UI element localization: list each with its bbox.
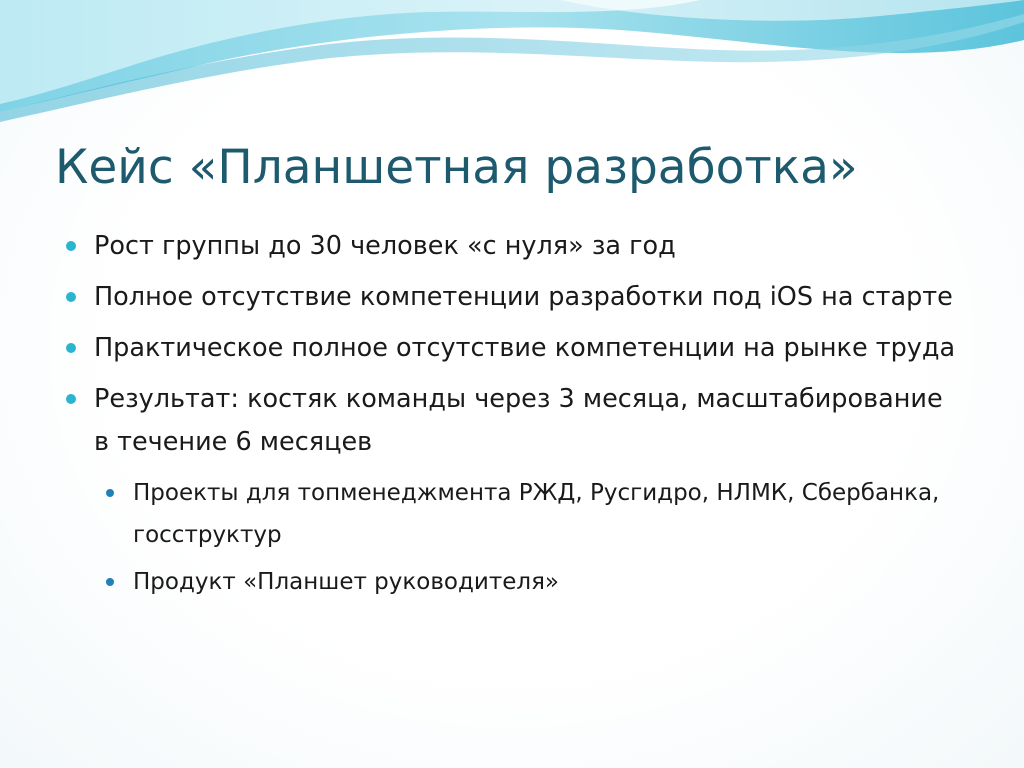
sub-bullet-dot-icon: [106, 578, 114, 586]
header-wave-decoration: [0, 0, 1024, 140]
slide-title: Кейс «Планшетная разработка»: [55, 140, 858, 195]
bullet-item: [64, 276, 964, 319]
sub-bullet-item: [104, 472, 964, 556]
sub-bullet-text: Продукт «Планшет руководителя»: [133, 569, 559, 595]
sub-bullet-text: Проекты для топменеджмента РЖД, Русгидро, НЛМК, Сбербанка, госструктур: [133, 480, 940, 548]
bullet-dot-icon: [66, 292, 76, 302]
bullet-text: Практическое полное отсутствие компетенции на рынке труда: [94, 333, 956, 363]
bullet-dot-icon: [66, 394, 76, 404]
bullet-text: Полное отсутствие компетенции разработки под iOS на старте: [94, 282, 953, 312]
bullet-text: Результат: костяк команды через 3 месяца, масштабирование в течение 6 месяцев: [94, 384, 943, 457]
bullet-dot-icon: [66, 343, 76, 353]
bullet-list: [64, 225, 964, 608]
bullet-item: [64, 327, 964, 370]
bullet-item: [64, 378, 964, 464]
bullet-dot-icon: [66, 241, 76, 251]
bullet-item: [64, 225, 964, 268]
bullet-text: Рост группы до 30 человек «с нуля» за год: [94, 231, 676, 261]
sub-bullet-dot-icon: [106, 489, 114, 497]
sub-bullet-item: [104, 561, 964, 603]
